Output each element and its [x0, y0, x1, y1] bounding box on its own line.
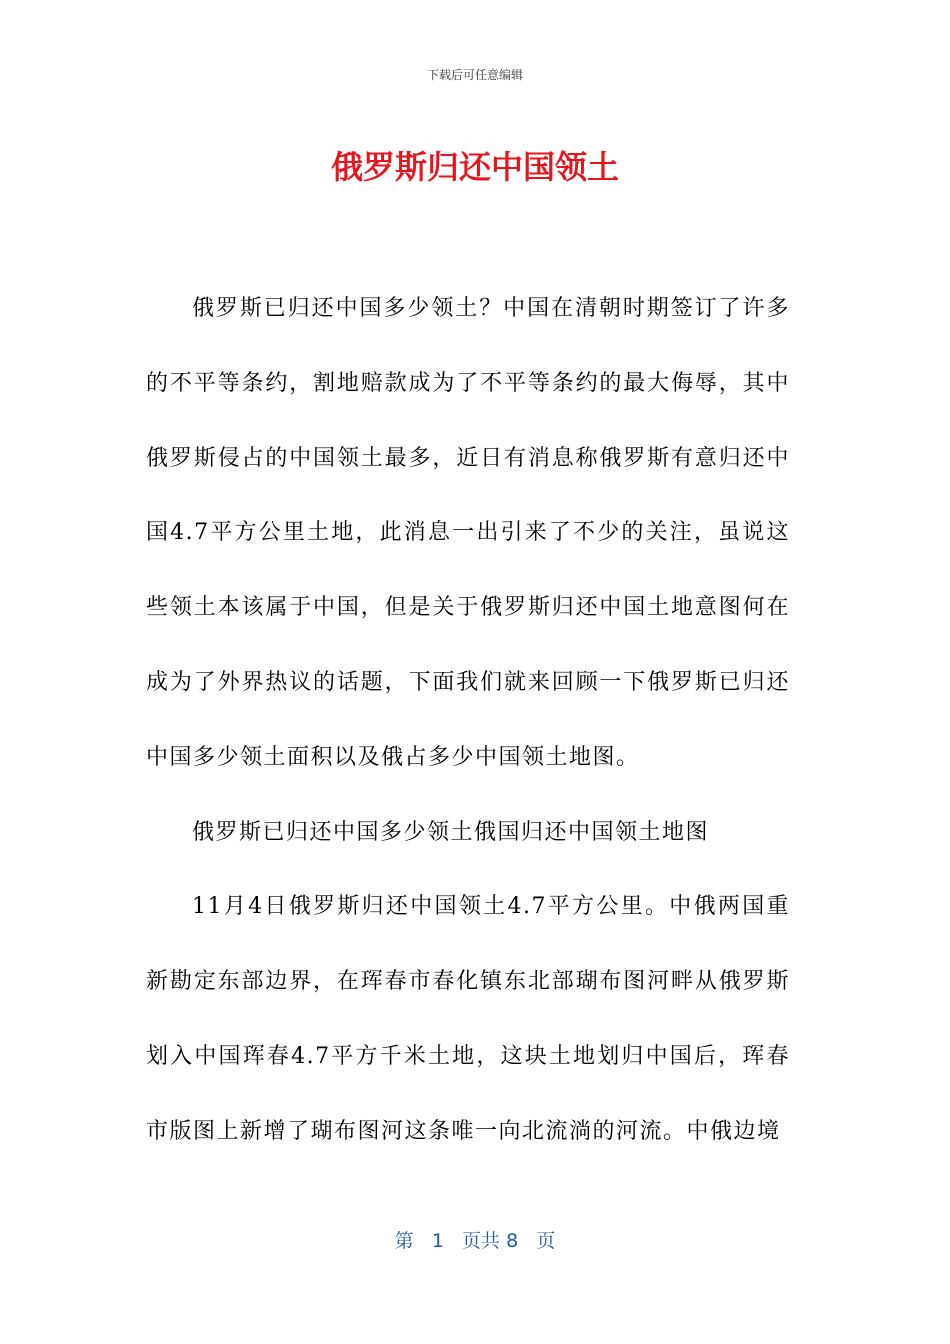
document-body: [146, 272, 790, 1170]
page-footer: [0, 1226, 950, 1253]
footer-current-page: 1: [431, 1230, 444, 1252]
footer-total-pages: 8: [506, 1230, 519, 1252]
paragraph-details: 11月4日俄罗斯归还中国领土4.7平方公里。中俄两国重新勘定东部边界，在珲春市春化镇东北部瑚布图河畔从俄罗斯划入中国珲春4.7平方千米土地，这块土地划归中国后，珲春市版图上新增了瑚布图河这条唯一向北流淌的河流。中俄边境: [146, 894, 790, 1144]
paragraph-intro: 俄罗斯已归还中国多少领土？中国在清朝时期签订了许多的不平等条约，割地赔款成为了不平等条约的最大侮辱，其中俄罗斯侵占的中国领土最多，近日有消息称俄罗斯有意归还中国4.7平方公里土地，此消息一出引来了不少的关注，虽说这些领土本该属于中国，但是关于俄罗斯归还中国土地意图何在成为了外界热议的话题，下面我们就来回顾一下俄罗斯已归还中国多少领土面积以及俄占多少中国领土地图。: [146, 296, 790, 770]
footer-page-suffix: 页: [536, 1230, 556, 1252]
footer-page-prefix: 第: [394, 1230, 414, 1252]
header-note: 下载后可任意编辑: [426, 68, 523, 82]
document-title: 俄罗斯归还中国领土: [330, 148, 619, 186]
paragraph-subheading: 俄罗斯已归还中国多少领土俄国归还中国领土地图: [192, 819, 710, 845]
footer-page-middle: 页共: [462, 1230, 501, 1252]
